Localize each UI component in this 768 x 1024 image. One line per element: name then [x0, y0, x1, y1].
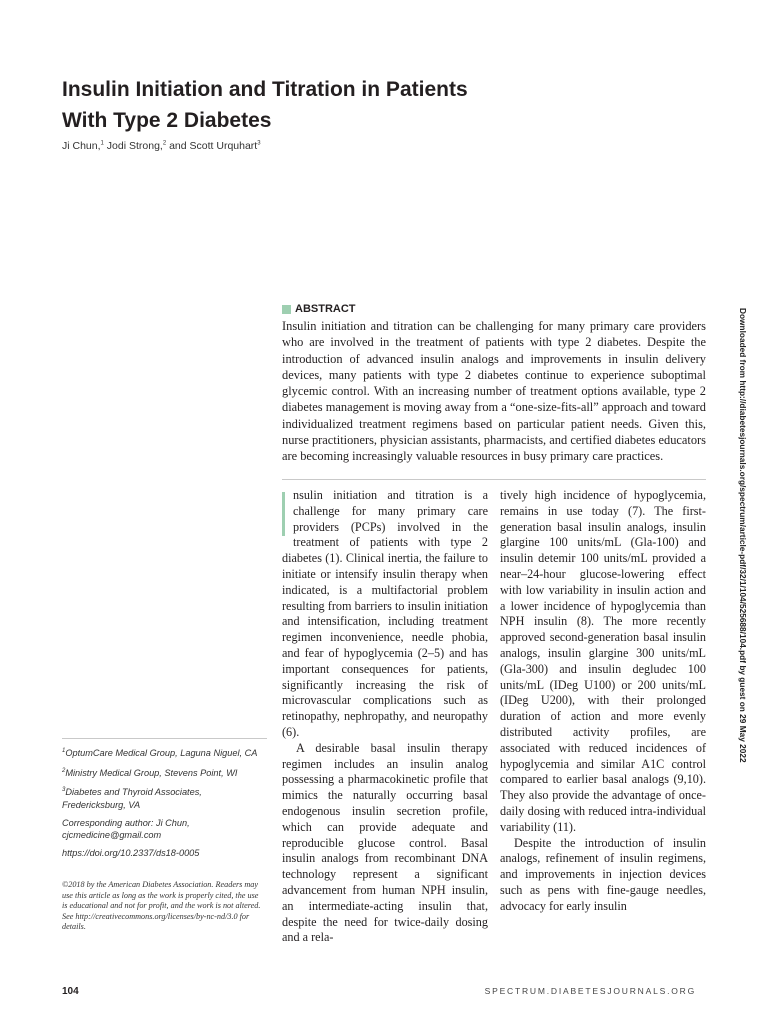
title-line-2: With Type 2 Diabetes	[62, 109, 272, 132]
abstract-heading-label: ABSTRACT	[295, 303, 356, 315]
divider	[282, 479, 706, 480]
body-paragraph: A desirable basal insulin therapy regimen includes an insulin analog possessing a pharmacokinetic profile that mimics the naturally occurring basal endogenous insulin secretion profile, which can provide adequate and reproducible glucose control. Basal insulin analogs from recombinant DNA technology represent a significant advancement from human NPH insulin, an intermediate-acting insulin that, despite the need for twice-daily dosing and a rela-	[282, 740, 488, 945]
page-number: 104	[62, 986, 79, 997]
affiliations	[62, 738, 267, 864]
journal-url[interactable]: SPECTRUM.DIABETESJOURNALS.ORG	[484, 986, 696, 996]
author-affil-marker: 3	[257, 140, 261, 147]
author-name: Ji Chun,	[62, 140, 101, 152]
copyright-notice: ©2018 by the American Diabetes Association. Readers may use this article as long as the work is properly cited, the use is educational and not for profit, and the work is not altered. See http://creativecommons.org/licenses/by-nc-nd/3.0 for details.	[62, 880, 261, 931]
drop-cap-bar	[282, 492, 285, 536]
author-affil-marker: 1	[100, 140, 104, 147]
affiliation-item: $^3$Diabetes and Thyroid Associates, Fredericksburg, VA	[62, 787, 202, 810]
article-title	[62, 74, 582, 136]
section-marker-icon	[282, 305, 291, 314]
body-column-2	[500, 488, 706, 915]
affiliation-item: $^2$Ministry Medical Group, Stevens Point, WI	[62, 767, 238, 778]
author-name: Jodi Strong,	[103, 140, 163, 152]
abstract-heading	[282, 303, 356, 315]
abstract-text: Insulin initiation and titration can be challenging for many primary care providers who are involved in the treatment of patients with type 2 diabetes. Despite the introduction of advanced insulin analogs and improvements in insulin delivery devices, many patients with type 2 diabetes continue to experience suboptimal glycemic control. With an increasing number of treatment options available, type 2 diabetes management is moving away from a “one-size-fits-all” approach and toward individualized treatment regimens based on particular patient needs. Given this, nurse practitioners, physician assistants, pharmacists, and certified diabetes educators are becoming increasingly valuable resources in busy primary care practices.	[282, 319, 706, 464]
body-column-1	[282, 488, 488, 946]
author-list	[62, 140, 261, 152]
body-paragraph: tively high incidence of hypoglycemia, remains in use today (7). The first-generation basal insulin analogs, insulin glargine 100 units/mL (Gla-100) and insulin detemir 100 units/mL provided a near–24-hour glucose-lowering effect with low variability in insulin action and a lower incidence of hypoglycemia than NPH insulin (8). The more recently approved second-generation basal insulin analogs, insulin glargine 300 units/mL (Gla-300) and insulin degludec 100 units/mL (IDeg U100) or 200 units/mL (IDeg U200), with their prolonged duration of action and more evenly distributed activity profiles, are associated with reduced incidences of hypoglycemia and similar A1C control compared to earlier basal analogs (9,10). They also provide the advantage of once-daily dosing with reduced intra-individual variability (11).	[500, 488, 706, 834]
download-note: Downloaded from http://diabetesjournals.org/spectrum/article-pdf/32/1/104/525688/104.pdf by guest on 29 May 2022	[738, 308, 748, 763]
body-paragraph: nsulin initiation and titration is a challenge for many primary care providers (PCPs) involved in the treatment of patients with type 2 diabetes (1). Clinical inertia, the failure to initiate or intensify insulin therapy when indicated, is a multifactorial problem resulting from barriers to insulin initiation and intensification, including treatment regimen inconvenience, needle phobia, and fear of hypoglycemia (2–5) and has important consequences for patients, significantly increasing the risk of microvascular complications such as retinopathy, nephropathy, and neuropathy (6).	[282, 488, 488, 739]
author-affil-marker: 2	[162, 140, 167, 147]
doi-link[interactable]: https://doi.org/10.2337/ds18-0005	[62, 847, 200, 858]
title-line-1: Insulin Initiation and Titration in Patients	[62, 78, 468, 101]
author-name: and Scott Urquhart	[166, 140, 258, 152]
affiliation-item: $^1$OptumCare Medical Group, Laguna Niguel, CA	[62, 748, 258, 759]
corresponding-author: Corresponding author: Ji Chun, cjcmedicine@gmail.com	[62, 817, 190, 841]
body-paragraph: Despite the introduction of insulin analogs, refinement of insulin regimens, and improvements in injection devices such as pens with fine-gauge needles, advocacy for early insulin	[500, 835, 706, 913]
